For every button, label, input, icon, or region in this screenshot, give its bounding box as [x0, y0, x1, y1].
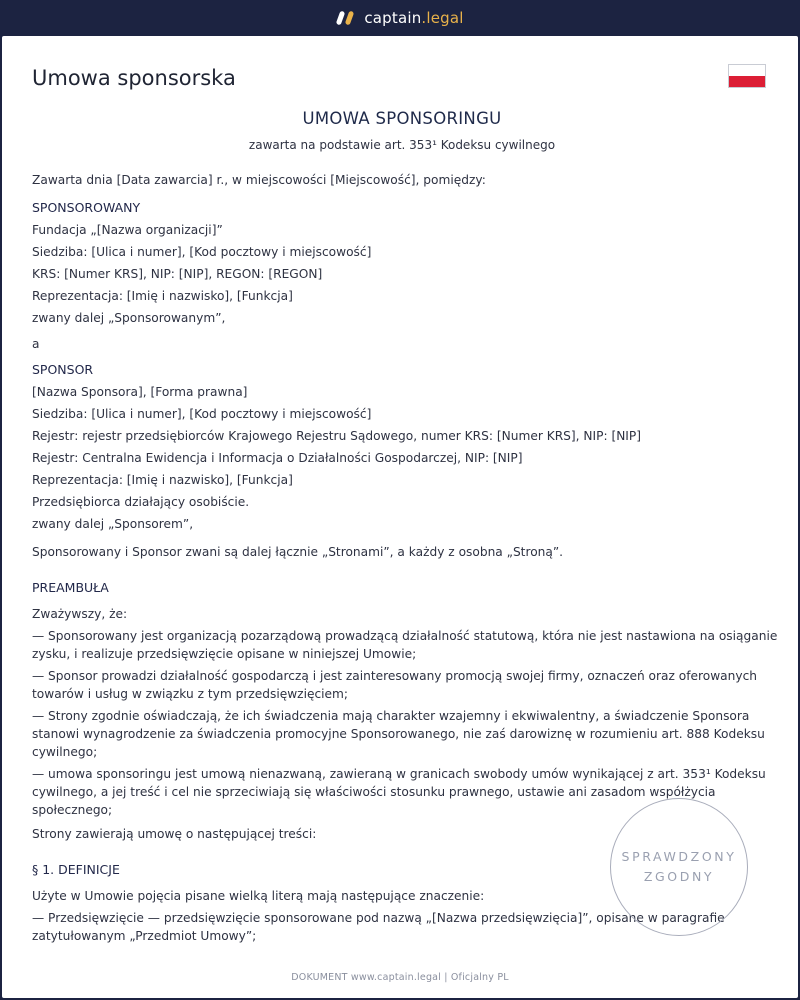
sponsorowany-line: KRS: [Numer KRS], NIP: [NIP], REGON: [REGON]	[32, 267, 323, 281]
sponsor-line: Rejestr: rejestr przedsiębiorców Krajowego Rejestru Sądowego, numer KRS: [Numer KRS], NIP: [NIP]	[32, 429, 642, 443]
stamp-line-1: SPRAWDZONY	[621, 849, 737, 864]
preamble-item-line: zysku, i realizuje przedsięwzięcie opisane w niniejszej Umowie;	[32, 647, 417, 661]
contract-subheading: zawarta na podstawie art. 353¹ Kodeksu cywilnego	[248, 138, 556, 152]
brand[interactable]	[336, 9, 463, 27]
preamble-item-line: — Sponsorowany jest organizacją pozarządową prowadzącą działalność statutową, która nie jest nastawiona na osiąganie	[32, 629, 778, 643]
preamble-item-line: cywilnego, a jej treść i cel nie sprzeciwiają się właściwości stosunku prawnego, ustawie ani zasadom współżycia	[32, 785, 716, 799]
sponsorowany-label: SPONSOROWANY	[32, 200, 141, 215]
section1-item-line: — Przedsięwzięcie — przedsięwzięcie sponsorowane pod nazwą „[Nazwa przedsięwzięcia]”, opisane w paragrafie	[32, 911, 725, 925]
sponsorowany-line: Reprezentacja: [Imię i nazwisko], [Funkcja]	[32, 289, 293, 303]
verified-stamp	[610, 798, 748, 936]
brand-name: captain.legal	[364, 9, 464, 27]
sponsor-line: [Nazwa Sponsora], [Forma prawna]	[32, 385, 248, 399]
section1-lead: Użyte w Umowie pojęcia pisane wielką literą mają następujące znaczenie:	[32, 889, 485, 903]
stamp-line-2: ZGODNY	[643, 869, 715, 884]
sponsor-label: SPONSOR	[32, 362, 94, 377]
sponsorowany-line: zwany dalej „Sponsorowanym”,	[32, 311, 226, 325]
section1-item-line: zatytułowanym „Przedmiot Umowy”;	[32, 929, 257, 943]
conjunction: a	[32, 337, 40, 351]
preamble-item-line: stanowi wynagrodzenie za świadczenia promocyjne Sponsorowanego, nie zaś darowiznę w rozumieniu art. 888 Kodeksu	[32, 727, 765, 741]
section1-title: § 1. DEFINICJE	[32, 862, 120, 877]
preamble-item-line: — Sponsor prowadzi działalność gospodarczą i jest zainteresowany promocją swojej firmy, oznaczeń oraz oferowanych	[32, 669, 758, 683]
preamble-closing: Strony zawierają umowę o następującej treści:	[32, 827, 317, 841]
sponsor-line: Reprezentacja: [Imię i nazwisko], [Funkcja]	[32, 473, 293, 487]
preamble-item-line: — umowa sponsoringu jest umową nienazwaną, zawieraną w granicach swobody umów wynikającej z art. 353¹ Kodeksu	[32, 767, 766, 781]
document-footer: DOKUMENT www.captain.legal | Oficjalny PL	[291, 972, 509, 983]
sponsor-line: Siedziba: [Ulica i numer], [Kod pocztowy i miejscowość]	[32, 407, 372, 421]
top-bar	[0, 0, 800, 36]
contract-heading: UMOWA SPONSORINGU	[302, 109, 502, 128]
sponsor-line: Przedsiębiorca działający osobiście.	[32, 495, 250, 509]
sponsor-line: Rejestr: Centralna Ewidencja i Informacja o Działalności Gospodarczej, NIP: [NIP]	[32, 451, 523, 465]
parties-note: Sponsorowany i Sponsor zwani są dalej łącznie „Stronami”, a każdy z osobna „Stroną”.	[32, 545, 564, 559]
sponsorowany-line: Fundacja „[Nazwa organizacji]”	[32, 223, 223, 237]
document-sheet	[2, 36, 798, 998]
intro-text: Zawarta dnia [Data zawarcia] r., w miejscowości [Miejscowość], pomiędzy:	[32, 173, 486, 187]
sponsor-line: zwany dalej „Sponsorem”,	[32, 517, 194, 531]
sponsorowany-line: Siedziba: [Ulica i numer], [Kod pocztowy i miejscowość]	[32, 245, 372, 259]
page-title: Umowa sponsorska	[32, 66, 236, 90]
preamble-item-line: społecznego;	[32, 803, 113, 817]
preamble-item-line: towarów i usług w związku z tym przedsięwzięciem;	[32, 687, 349, 701]
preamble-title: PREAMBUŁA	[32, 580, 109, 595]
preamble-item-line: cywilnego;	[32, 745, 98, 759]
preamble-lead: Zważywszy, że:	[32, 607, 128, 621]
preamble-item-line: — Strony zgodnie oświadczają, że ich świadczenia mają charakter wzajemny i ekwiwalentny, a świadczenie Sponsora	[32, 709, 750, 723]
poland-flag-icon[interactable]	[728, 64, 766, 88]
captain-legal-logo-icon	[336, 10, 356, 26]
